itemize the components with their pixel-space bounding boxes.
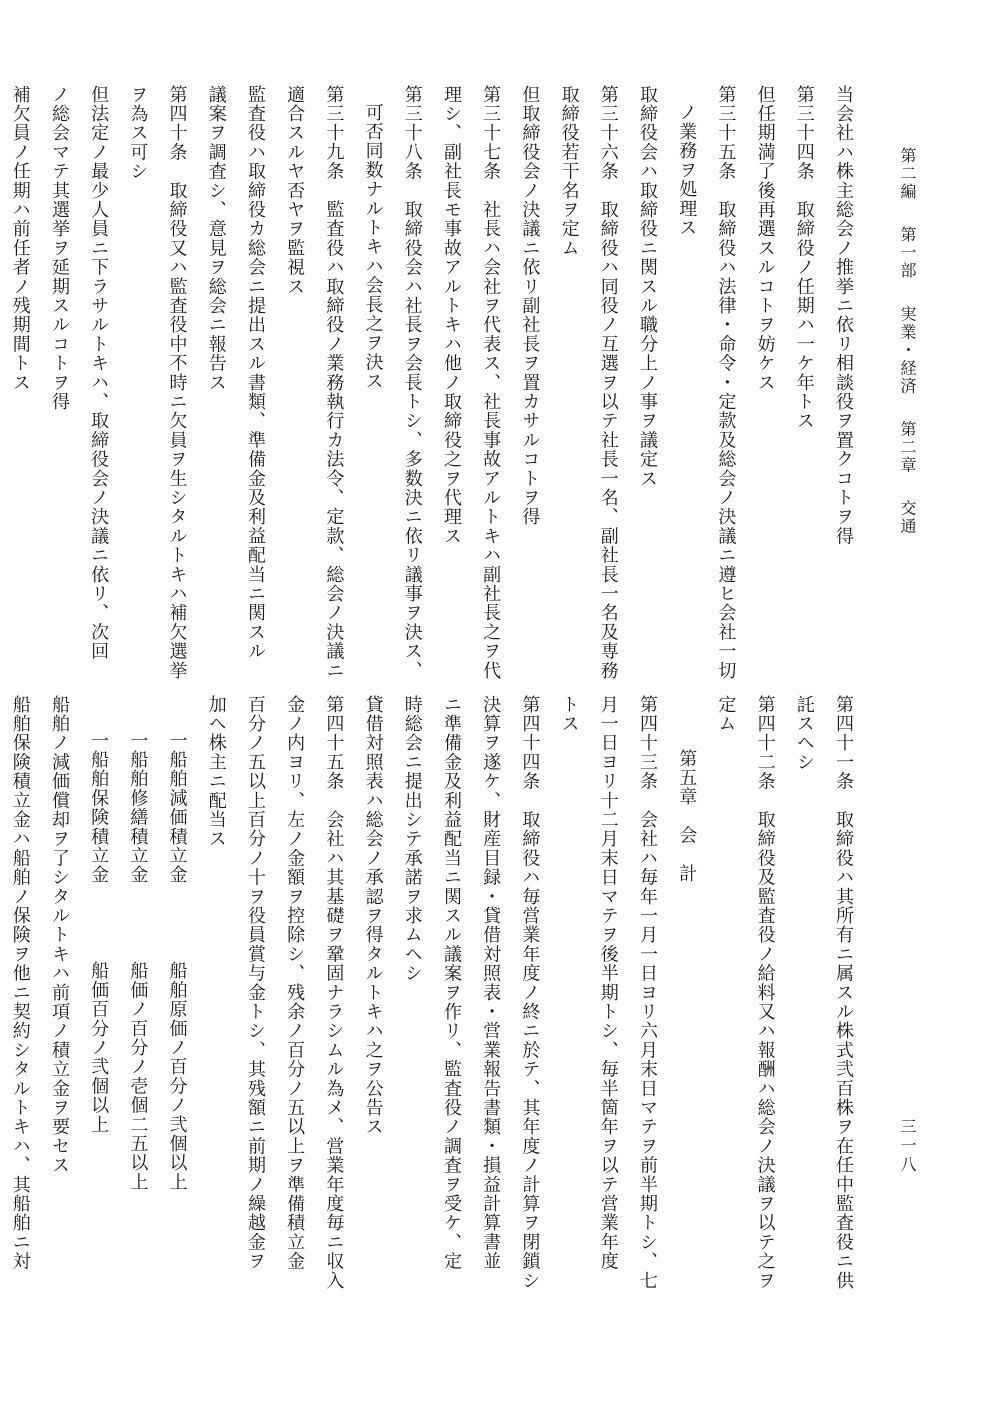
text-line: 当会社ハ株主総会ノ推挙ニ依リ相談役ヲ置クコトヲ得: [833, 85, 854, 546]
article-35-line: 第三十五条 取締役ハ法律・命令・定款及総会ノ決議ニ遵ヒ会社一切: [715, 85, 737, 681]
running-header: [896, 147, 919, 535]
text-line: 貸借対照表ハ総会ノ承認ヲ得タルトキハ之ヲ公告ス: [362, 695, 384, 1137]
text-line: トス: [558, 695, 580, 734]
text-line: 船舶ノ減価償却ヲ了シタルトキハ前項ノ積立金ヲ要セス: [48, 695, 70, 1175]
page-number: 三一八: [898, 1118, 917, 1175]
text-line: 議案ヲ調査シ、意見ヲ総会ニ報告ス: [205, 85, 227, 393]
article-43-line: 第四十三条 会社ハ毎年一月一日ヨリ六月末日マテヲ前半期トシ、七: [636, 695, 658, 1291]
text-line: 加ヘ株主ニ配当ス: [205, 695, 227, 849]
text-line: 但任期満了後再選スルコトヲ妨ケス: [754, 85, 776, 393]
text-line: 決算ヲ遂ケ、財産目録・貸借対照表・営業報告書類・損益計算書並: [480, 695, 502, 1271]
text-line: 百分ノ五以上百分ノ十ヲ役員賞与金トシ、其残額ニ前期ノ繰越金ヲ: [244, 695, 266, 1271]
text-line: 但法定ノ最少人員ニ下ラサルトキハ、取締役会ノ決議ニ依リ、次回: [88, 85, 110, 661]
text-line: 託スヘシ: [793, 695, 815, 772]
article-44-line: 第四十四条 取締役ハ毎営業年度ノ終ニ於テ、其年度ノ計算ヲ閉鎖シ: [519, 695, 541, 1291]
article-45-line: 第四十五条 会社ハ其基礎ヲ鞏固ナラシムル為メ、営業年度毎ニ収入: [323, 695, 345, 1291]
text-line: 船舶保険積立金ハ船舶ノ保険ヲ他ニ契約シタルトキハ、其船舶ニ対: [9, 695, 31, 1271]
article-36-line: 第三十六条 取締役ハ同役ノ互選ヲ以テ社長一名、副社長一名及専務: [597, 85, 619, 681]
article-42-line: 第四十二条 取締役及監査役ノ給料又ハ報酬ハ総会ノ決議ヲ以テ之ヲ: [754, 695, 776, 1291]
text-line: 定ム: [715, 695, 737, 734]
text-line: 可否同数ナルトキハ会長之ヲ決ス: [362, 103, 384, 391]
text-line: 監査役ハ取締役カ総会ニ提出スル書類、準備金及利益配当ニ関スル: [244, 85, 266, 661]
reserve-item: 一船舶保険積立金 船価百分ノ弐個以上: [88, 731, 110, 1135]
upper-text-block: [1, 85, 863, 681]
chapter-heading: 第五章 会 計: [676, 749, 698, 884]
article-37-line: 第三十七条 社長ハ会社ヲ代表ス、社長事故アルトキハ副社長之ヲ代: [480, 85, 502, 681]
header-topic: 実業・経済: [898, 305, 917, 396]
lower-text-block: [1, 695, 863, 1355]
article-38-line: 第三十八条 取締役会ハ社長ヲ会長トシ、多数決ニ依リ議事ヲ決ス、: [401, 85, 423, 681]
text-line: 但取締役会ノ決議ニ依リ副社長ヲ置カサルコトヲ得: [519, 85, 541, 527]
header-chapter: 第二章: [898, 420, 917, 475]
header-chapter-title: 交通: [898, 499, 917, 536]
article-34-line: 第三十四条 取締役ノ任期ハ一ケ年トス: [793, 85, 815, 431]
text-line: 取締役若干名ヲ定ム: [558, 85, 580, 258]
article-41-line: 第四十一条 取締役ハ其所有ニ属スル株式弐百株ヲ在任中監査役ニ供: [833, 695, 854, 1291]
header-part: 第二編: [898, 147, 917, 201]
article-40-line: 第四十条 取締役又ハ監査役中不時ニ欠員ヲ生シタルトキハ補欠選挙: [166, 85, 188, 681]
text-line: ノ総会マテ其選挙ヲ延期スルコトヲ得: [48, 85, 70, 412]
header-section: 第一部: [898, 226, 917, 281]
text-line: 月一日ヨリ十二月末日マテヲ後半期トシ、毎半箇年ヲ以テ営業年度: [597, 695, 619, 1271]
reserve-item: 一船舶減価積立金 船舶原価ノ百分ノ弐個以上: [166, 731, 188, 1192]
text-line: 金ノ内ヨリ、左ノ金額ヲ控除シ、残余ノ百分ノ五以上ヲ準備積立金: [284, 695, 306, 1271]
text-line: ニ準備金及利益配当ニ関スル議案ヲ作リ、監査役ノ調査ヲ受ケ、定: [440, 695, 462, 1271]
text-line: 時総会ニ提出シテ承諾ヲ求ムヘシ: [401, 695, 423, 983]
text-line: 理シ、副社長モ事故アルトキハ他ノ取締役之ヲ代理ス: [440, 85, 462, 546]
text-line: 適合スルヤ否ヤヲ監視ス: [284, 85, 306, 297]
text-line: 取締役会ハ取締役ニ関スル職分上ノ事ヲ議定ス: [636, 85, 658, 489]
text-line: ノ業務ヲ処理ス: [676, 103, 698, 238]
article-39-line: 第三十九条 監査役ハ取締役ノ業務執行カ法令、定款、総会ノ決議ニ: [323, 85, 345, 681]
text-line: ヲ為ス可シ: [127, 85, 149, 181]
reserve-item: 一船舶修繕積立金 船価ノ百分ノ壱個二五以上: [127, 731, 149, 1192]
text-line: 補欠員ノ任期ハ前任者ノ残期間トス: [9, 85, 31, 393]
